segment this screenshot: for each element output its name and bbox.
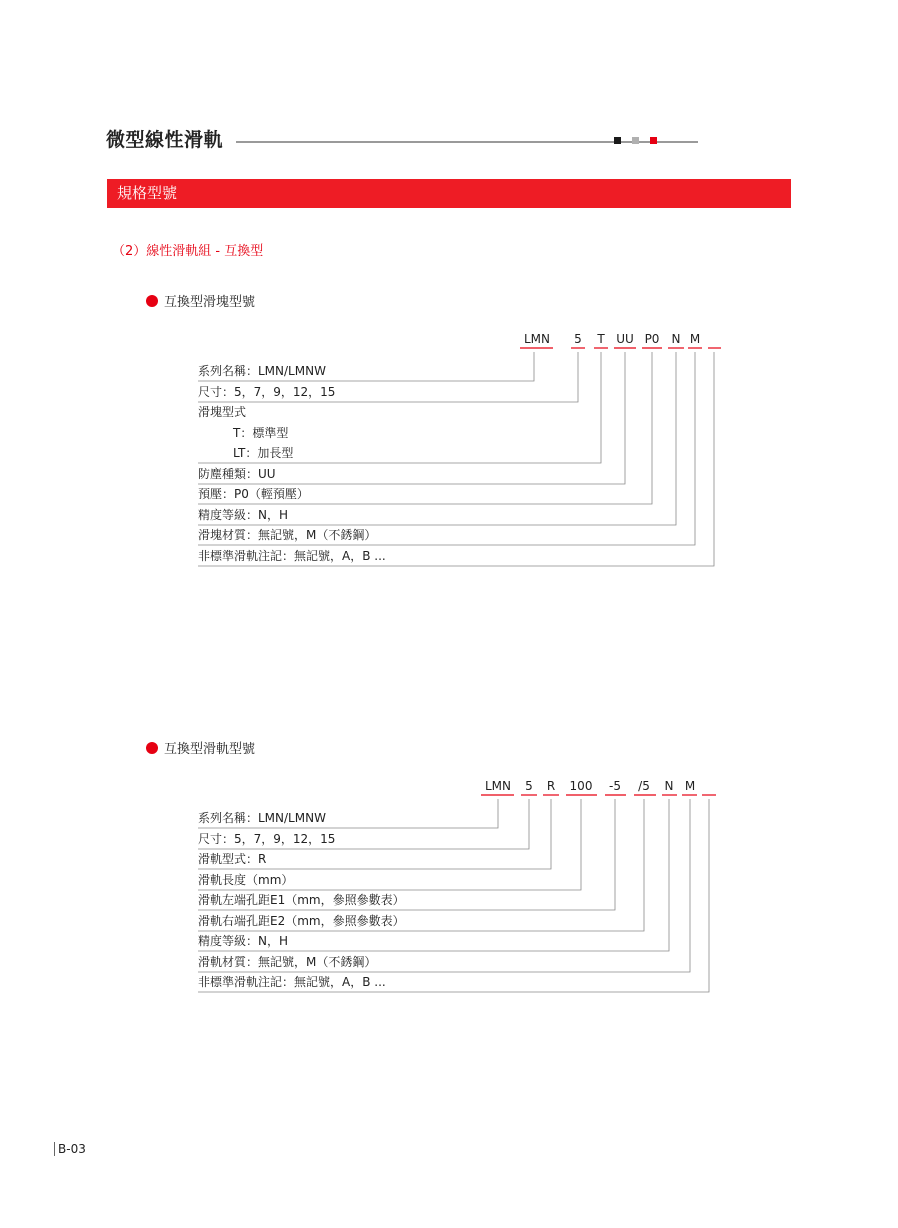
rail-row-text: 滑軌型式：R <box>198 852 267 866</box>
block-code-segment: P0 <box>644 332 660 346</box>
section-bar: 規格型號 <box>107 179 791 208</box>
block-row-text: 滑塊材質：無記號，M（不銹鋼） <box>198 528 377 542</box>
rail-row-text: 滑軌左端孔距E1（mm，參照參數表） <box>198 893 405 907</box>
block-row-text: 尺寸：5，7，9，12，15 <box>198 385 336 399</box>
block-row-text: 滑塊型式 <box>198 405 247 419</box>
block-row-text: 預壓：P0（輕預壓） <box>198 487 309 501</box>
rail-row-text: 滑軌長度（mm） <box>198 873 294 887</box>
rail-row-text: 尺寸：5，7，9，12，15 <box>198 832 336 846</box>
block-code-segment: N <box>671 332 681 346</box>
block-code-segment: UU <box>616 332 634 346</box>
rail-row-text: 非標準滑軌注記：無記號，A，B ... <box>198 975 386 989</box>
page-title: 微型線性滑軌 <box>106 129 224 151</box>
block-code-segment: M <box>689 332 701 346</box>
block-heading-text: 互換型滑塊型號 <box>164 295 256 310</box>
block-code-segment: LMN <box>523 332 551 346</box>
block-code-segment: 5 <box>574 332 582 346</box>
block-row-text: T：標準型 <box>233 426 289 440</box>
rail-code-segment: M <box>684 779 696 793</box>
block-row-text: 系列名稱：LMN/LMNW <box>198 364 326 378</box>
block-row-text: 非標準滑軌注記：無記號，A，B ... <box>198 549 386 563</box>
rail-row-text: 精度等級：N，H <box>198 934 289 948</box>
rail-code-segment: -5 <box>609 779 621 793</box>
rail-code-segment: /5 <box>638 779 650 793</box>
rail-row-text: 滑軌右端孔距E2（mm，參照參數表） <box>198 914 405 928</box>
rail-code-segment: LMN <box>484 779 512 793</box>
rail-code-segment: R <box>546 779 556 793</box>
block-code-segment: T <box>597 332 605 346</box>
subsection-title: （2）線性滑軌組 - 互換型 <box>112 244 264 259</box>
block-row-text: 精度等級：N，H <box>198 508 289 522</box>
rail-row-text: 滑軌材質：無記號，M（不銹鋼） <box>198 955 377 969</box>
block-row-text: LT：加長型 <box>233 446 294 460</box>
rail-code-segment: N <box>664 779 674 793</box>
rail-code-segment: 100 <box>569 779 593 793</box>
rail-code-segment: 5 <box>525 779 533 793</box>
rail-row-text: 系列名稱：LMN/LMNW <box>198 811 326 825</box>
block-row-text: 防塵種類：UU <box>198 467 276 481</box>
page-number: B-03 <box>54 1142 86 1156</box>
rail-heading-text: 互換型滑軌型號 <box>164 742 256 757</box>
